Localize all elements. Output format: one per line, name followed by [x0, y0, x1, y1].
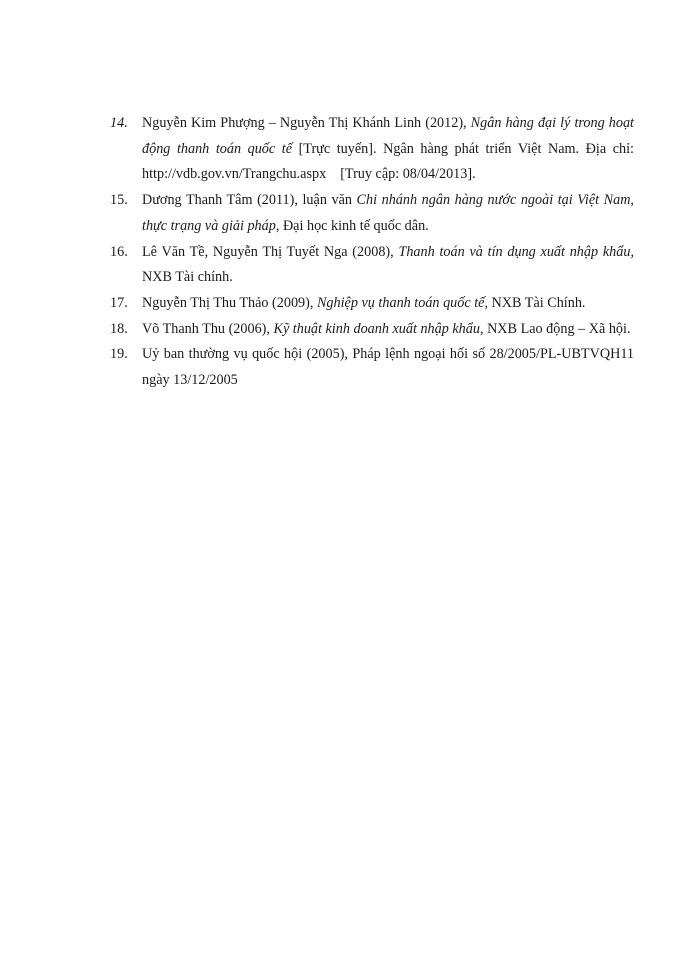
reference-item-17 [110, 291, 634, 317]
reference-source: [Trực tuyến]. Ngân hàng phát triển Việt Nam. Địa chỉ: http://vdb.gov.vn/Trangchu.aspx [142, 140, 634, 183]
reference-text [142, 240, 634, 291]
reference-number: 16. [110, 243, 128, 260]
reference-source: , NXB Tài chính. [142, 243, 634, 286]
reference-text [142, 291, 634, 317]
reference-authors: Uỷ ban thường vụ quốc hội (2005), Pháp lệnh ngoại hối số 28/2005/PL-UBTVQH11 ngày 13/12/2005 [142, 346, 634, 389]
reference-number: 18. [110, 320, 128, 337]
reference-source: , NXB Lao động – Xã hội. [479, 320, 631, 337]
reference-text [142, 317, 634, 343]
reference-number: 15. [110, 192, 128, 209]
reference-number: 17. [110, 294, 128, 311]
reference-item-14 [110, 111, 634, 188]
reference-source: , NXB Tài Chính. [484, 294, 586, 311]
reference-text [142, 188, 634, 239]
reference-title: Nghiệp vụ thanh toán quốc tế [316, 294, 485, 311]
reference-item-18 [110, 317, 634, 343]
reference-text [142, 342, 634, 393]
reference-text [142, 111, 634, 188]
reference-access-date: [Truy cập: 08/04/2013]. [340, 166, 476, 183]
reference-title: Thanh toán và tín dụng xuất nhập khẩu [398, 243, 631, 260]
reference-number: 19. [110, 346, 128, 363]
reference-title: Kỹ thuật kinh doanh xuất nhập khẩu [273, 320, 480, 337]
reference-authors: Nguyễn Thị Thu Thảo (2009), [142, 294, 317, 311]
reference-list [110, 111, 634, 394]
reference-authors: Dương Thanh Tâm (2011), luận văn [142, 192, 357, 209]
reference-item-19 [110, 342, 634, 393]
reference-source: , Đại học kinh tế quốc dân. [275, 217, 429, 234]
reference-authors: Võ Thanh Thu (2006), [142, 320, 274, 337]
reference-number: 14. [110, 115, 128, 131]
reference-title: Chi nhánh ngân hàng nước ngoài tại Việt Nam, thực trạng và giải pháp [142, 192, 634, 234]
reference-title: Ngân hàng đại lý trong hoạt động thanh toán quốc tế [142, 115, 634, 157]
reference-item-16 [110, 240, 634, 291]
reference-item-15 [110, 188, 634, 239]
reference-authors: Lê Văn Tề, Nguyễn Thị Tuyết Nga (2008), [142, 243, 399, 260]
reference-authors: Nguyễn Kim Phượng – Nguyễn Thị Khánh Linh (2012), [142, 115, 471, 131]
